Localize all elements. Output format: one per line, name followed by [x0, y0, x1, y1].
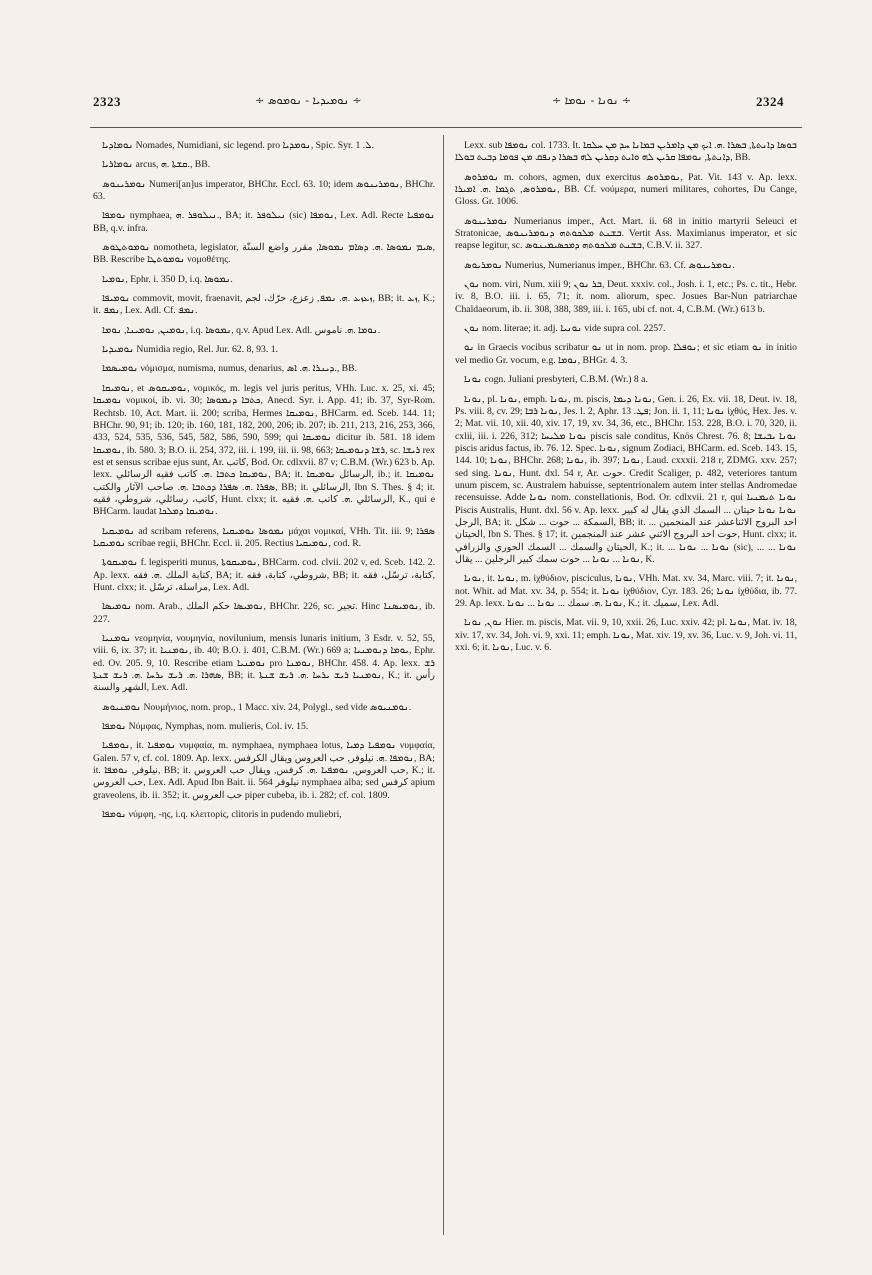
dictionary-entry: ܢܘܡܝܩܘܬܐ f. legisperiti munus, ܢܘܡܝܩܘܬܐ, BHCarm. cod. clvii. 202 v, ed. Sceb. 142. 2. Ap. lexx. كتابة الملك .ܗ. فقه, BA; it. شروطي، كتابة، فقه, BB; it. كتابة، ترسّل، فقه, Hunt. clxx; it. مراسلة، ترسّل, Lex. Adl.: [93, 557, 436, 593]
dictionary-entry: ܢܘܡܝܦܐ commovit, movit, fraenavit, ܙܥܙܥ .ܗ. ܢܡܦ, زعزع، حرّك، لجم, BB; it. ܙܥ, K.; it. ܢܡܦ, Lex. Adl. Cf. ܢܡܦ.: [93, 293, 436, 317]
dictionary-entry: ܢܘܡܪܝܢܘܣ Numeri[an]us imperator, BHChr. Eccl. 63. 10; idem ܢܘܡܪܝܢܘܣ, BHChr. 63.: [93, 178, 435, 203]
dictionary-entry: ܢܘܡܝܕܝܐ Numidia regio, Rel. Jur. 62. 8, 93. 1.: [102, 344, 278, 356]
left-column: [93, 140, 435, 828]
dictionary-entry: ܢܘܡܝܣܡܐ νόμισμα, numisma, numus, denarius, ܕܝܢܪܐ .ܗ. ܐܣ., BB.: [102, 363, 358, 375]
dictionary-entry: ܢܘܡܝܣܐ nom. Arab., ܢܘܡܝܣܐ حكم الملك, BHChr. 226, sc. تجير. Hinc ܢܘܡܝܣܢܐ, ib. 227.: [93, 601, 435, 625]
dictionary-entry: ܢܘܡܪܝܘܣ Numerius, Numerianus imper., BHChr. 63. Cf. ܢܘܡܪܝܢܘܣ.: [464, 259, 735, 271]
dictionary-entry: ܢܘܢ nom. literae; it. adj. ܢܘܢܝܐ vide supra col. 2257.: [464, 323, 666, 335]
dictionary-entry: ܢܘܡܦܐ nymphaea, ܢܝܠܘܦܪ .ܗ., BA; it. ܢܝܠܘܦܪ (sic) ܢܘܡܦܐ, Lex. Adl. Recte ܢܘܡܦܝܐ BB, q.v. infra.: [93, 210, 435, 234]
right-column: [455, 140, 797, 661]
dictionary-entry: Lexx. sub ܢܘܡܦܐ col. 1733. It. ܒܘܣܐ ܕܐܢܬܬܐ, ܒܣܪܐ .ܗ. ܐܝܟ ܡܢ ܕܐܡܪܝܢ ܒܡܐܢܐ ܚܕ ܡܢ ܚܠܩܐ ܕܐܢܬܬܐ, ܢܘܡܦܐ ܩܪܝܢ ܠܗ ܘܐܝܬ ܕܩܪܝܢ ܠܗ ܒܣܪܐ ܕܢܦܩ ܡܢ ܦܘܡܐ ܕܒܝܬ ܒܘܠܐ, BB.: [455, 140, 797, 164]
dictionary-entry: ܢܘܡܐܕܝܐ Nomades, Numidiani, sic legend. pro ܢܘܡܕܝܐ, Spic. Syr. ܠ. 1.: [102, 140, 374, 151]
dictionary-entry: ܢܘܡܢܝܐ νεομηνία, νουμηνία, novilunium, mensis lunaris initium, 3 Esdr. v. 52, 55, viii. 6, ix. 37; it. ܢܘܡܢܝܐ, ib. 40; B.O. i. 401, C.B.M. (Wr.) 669 a; ܝܘܡܐ ܕܢܘܡܢܝܐ, Ephr. ed. Ov. 205. 9, 10. Rescribe etiam ܢܘܡܢܝܐ pro ܢܘܡܢܐ, BHChr. 458. 4. Ap. lexx. ܪܫ ܣܗܪܐ .ܗ. ܪܝܫ ܝܪܚܐ .ܗ. ܪܝܫ ܫܢܬܐ, BB; it. ܢܘܡܢܝܐ ܪܝܫ ܝܪܚܐ .ܗ. ܪܝܫ ܫܢܬܐ, K.; it. رأس الشهر والسنة, Lex. Adl.: [93, 633, 436, 694]
header-rule: [90, 127, 802, 128]
dictionary-entry: ܢܘ in Graecis vocibus scribatur ܢܘ ut in nom. prop. ܢܘܦܠܐ; et sic etiam ܢܘ in initio vel medio Gr. vocum, e.g. ܢܘܡܐ, BHGr. 4. 3.: [455, 342, 797, 366]
dictionary-entry: ܢܘܡܪܘܣ m. cohors, agmen, dux exercitus ܢܘܡܪܘܣ, Pat. Vit. 143 v. Ap. lexx. ܢܘܡܪܘܣ, ܬܓܡܐ .ܗ. ܐܡܝܪܐ, BB. Cf. νούμερα, numeri militares, cohortes, Du Cange, Gloss. Gr. 1006.: [455, 171, 797, 208]
left-page-number: 2323: [93, 94, 121, 109]
dictionary-entry: ܢܘܢܐ, it. ܢܘܢܐ, m. ἰχθύδιον, pisciculus, ܢܘܢܐ, VHh. Mat. xv. 34, Marc. viii. 7; it. ܢܘܢܐ, not. Whit. ad Mat. xv. 34, p. 554; it. ܢܘܢܐ ἰχθύδιον, Cyr. 183. 26; ܢܘܢܐ ἰχθύδια, ib. 77. 29. Ap. lexx. ܢܘܢܐ .ܗ. سمك ... ܢܘܢܐ ... ܢܘܢܐ, K.; it. سميك, Lex. Adl.: [455, 573, 797, 609]
column-divider: [443, 135, 444, 1235]
dictionary-entry: ܢܘܡܐܪܝܐ arcus, ܩܫܬܐ .ܗ., BB.: [102, 159, 211, 171]
right-page-number: 2324: [756, 94, 784, 109]
dictionary-entry: ܢܘܢ nom. viri, Num. xiii 9; ܒܪ ܢܘܢ, Deut. xxxiv. col., Josh. i. 1, etc.; Ps. c. tit., Hebr. iv. 8, B.O. iii. i. 65, 71; it. nom. aliorum, spec. Josues Bar-Nun patriarchae Chaldaeorum, ib. ii. 308, 388, 389, iii. i. 165, ubi cf. not. 4, C.B.M. (Wr.) 613 b.: [455, 279, 797, 315]
right-running-head: ∻ ܢܘܢܐ - ܢܘܡܐ ∻: [552, 94, 632, 107]
dictionary-entry: ܢܘܢܐ, pl. ܢܘܢܐ, emph. ܢܘܢܐ, m. piscis, ܢܘܢܐ ܕܝܡܐ, Gen. i. 26, Ex. vii. 18, Deut. iv. 18, Ps. viii. 8, cv. 29; ܢܘܢܐ ܪܒܐ, Jes. l. 2, Aphr. ܦܛ. 13; Jon. ii. 1, 11; ܢܘܢܐ ἰχθύς, Hex. Jes. v. 2; Mat. vii. 10, xii. 40, xiv. 17, 19, xv. 34, 36, etc., BHChr. 153. 228, B.O. i. 70, 320, ii. cxlii, iii. i. 226, 312; ܢܘܢܐ ܡܠܝܚܐ piscis sale conditus, Knös Chrest. 76. 8; ܢܘܢܐ ܝܒܝܫܐ piscis aridus factus, ib. 76. 12. Spec. ܢܘܢܐ, signum Zodiaci, BHCarm. ed. Sceb. 143. 15, 144. 10; ܢܘܢܐ, BHChr. 268; ܢܘܢܐ, ib. 397; ܢܘܢܐ, Laud. cxxxii. 218 r, ZDMG. xxv. 257; sed sing. ܢܘܢܐ, Hunt. dxl. 54 r, Ar. حوت. Credit Scaliger, p. 482, veteriores tantum unum piscem, sc. Australem habuisse, septentrionalem autem inter stellas Andromedae recensuisse. Adde ܢܘܢܐ nom. constellationis, Bod. Or. cdlxvii. 21 r, qui ܢܘܢܐ ܬܝܡܢܝܐ Piscis Australis, Hunt. dxl. 56 v. Ap. lexx. ܢܘܢܐ ܢܘܢܐ حيتان ... السمك الذي يقال له كبير الرجل, BA; it. السمكة ... حوت ... شكل, BB; it. احد البروج الاثناعشر عند المنجمين ... الحيتان, Ibn S. Thes. § 17; it. حوت احد البروج الاثني عشر عند المنجمين, Hunt. clxx; it. الحيتان والسمك ... السمك الحوري والزرافي, K.; it. ... ܢܘܢܐ ... ܢܘܢܐ (sic), ... ܢܘܢܐ ... ܢܘܢܐ ... ܢܘܢܐ ... حوت سمك كبير الرجلين ... يقال, K.: [455, 393, 798, 565]
dictionary-entry: ܢܘܡܘܬܛܘܣ nomotheta, legislator, ܣܝܡ ܢܡܘܣܐ .ܗ. ܕܣܐܡ ܢܡܘܣܐ, مقرر واضع السنّة, BB. Rescribe ܢܘܡܘܬܛܐ νομοθέτης.: [93, 242, 435, 266]
dictionary-entry: ܢܘܡܢܝܘܣ Νουμήνιος, nom. prop., 1 Macc. xiv. 24, Polygl., sed vide ܢܘܡܢܝܘܣ.: [102, 701, 412, 713]
dictionary-entry: ܢܘܡܦܐ νύμφη, -ης, i.q. κλειτορίς, clitoris in pudendo muliebri,: [102, 809, 342, 821]
left-running-head: ∻ ܢܘܡܝܕܝܐ - ܢܘܡܘܣ ∻: [255, 94, 362, 107]
dictionary-entry: ܢܘܡܝܢ, ܢܘܡܝܢܐ, ܢܘܡܐ, i.q. ܢܡܘܣܐ, q.v. Apud Lex. Adl. ܢܘܡܐ .ܗ. ناموس.: [102, 324, 381, 336]
dictionary-entry: ܢܘܡܪܝܢܘܣ Numerianus imper., Act. Mart. ii. 68 in initio martyrii Seleuci et Stratonicae, ܒܫܢܬ ܡܠܟܘܬܗ ܕܢܘܡܪܝܢܘܣ. Vertit Ass. Maximianus imperator, et sic reapse legitur, sc. ܒܫܢܬ ܡܠܟܘܬܗ ܕܡܟܣܝܡܝܢܘܣ, C.B.V. ii. 327.: [455, 215, 797, 252]
page-header: [0, 92, 872, 116]
dictionary-entry: ܢܘܢ, ܢܘܢܐ Hier. m. piscis, Mat. vii. 9, 10, xxii. 26, Luc. xxiv. 42; pl. ܢܘܢܐ, Mat. iv. 18, xiv. 17, xv. 34, Joh. vi. 9, xxi. 11; emph. ܢܘܢܐ, Mat. xiv. 19, xv. 36, Luc. v. 9, Joh. vi. 11, xxi. 6; it. ܢܘܢܐ, Luc. v. 6.: [455, 617, 797, 654]
dictionary-entry: ܢܘܡܝܩܝܐ ad scribam referens, ܢܡܘܣܐ ܢܘܡܝܩܝܐ μάχαι νομικαί, VHh. Tit. iii. 9; ܣܦܪܐ ܢܘܡܝܩܝܐ scribae regii, BHChr. Eccl. ii. 205. Rectius ܢܘܡܝܩܝܐ, cod. R.: [93, 525, 435, 549]
dictionary-entry: ܢܘܡܝܐ, Ephr. i. 350 D, i.q. ܢܡܘܣܐ.: [102, 273, 233, 285]
dictionary-entry: ܢܘܡܦܝܐ, it. ܢܘܡܦܝܐ νυμφαία, m. nymphaea, nymphaea lotus, ܢܘܡܦܝܐ ܕܡܝܐ νυμφαία, Galen. 57 v, cf. col. 1809. Ap. lexx. ܢܘܡܦܐ .ܗ. نيلوفر, حب العروس ويقال الكرفس, BA; it. نيلوفر, ܢܘܡܦܐ, BB; it. حب العروس, ܢܘܡܦܝܐ .ܗ. كرفس, ويقال حب العروس, K.; it. حب العروس, Lex. Adl. Apud Ibn Bait. ii. 564 نيلوفر nymphaea alba; sed كرفس apium graveolens, ib. ii. 352; it. حب العروس piper cubeba, ib. i. 282; cf. col. 1809.: [93, 740, 436, 801]
dictionary-entry: ܢܘܡܝܩܐ, et ܢܘܡܝܩܘܣ, νομικός, m. legis vel juris peritus, VHh. Luc. x. 25, xi. 45; ܢܘܡܝܩܐ νομικοί, ib. vi. 30; ܟܬܒܐ ܕܢܡܘܣܐ, Anecd. Syr. i. App. 41; ib. 37, Syr-Rom. Rechtsb. 10, Act. Mart. ii. 200; scriba, Hermes ܢܘܡܝܩܐ, BHCarm. ed. Sceb. 144. 11; BHChr. 90, 91; ib. 120; ib. 160, 181, 182, 200, 206; ib. 207; ib. 211, 213, 216, 253, 366, 433, 524, 535, 536, 545, 582, 586, 590, 599; qui ܢܘܡܝܩܐ dicitur ib. 581. 18 idem ܢܘܡܝܩܐ, ib. 580. 3; B.O. ii. 254, 372, iii. i. 199, iii. ii. 98, 663; ܪܫܐ ܕܢܘܡܝܩܐ, sc. ܪܝܫܐ rex est et sensus scribae ejus sunt, Ar. كاتب, Bod. Or. cdlxvii. 87 v; C.B.M. (Wr.) 623 b. Ap. lexx. ܢܘܡܝܩܐ ܟܬܒܐ .ܗ. كاتب فقيه الرسائلي, BA; it. الرسائل ܢܘܡܝܩܐ, ib.; it. ܢܘܡܝܩܐ ܣܦܪܐ .ܗ. ܣܦܪܐ ܕܟܬܒܐ .ܗ. صاحب الآثار والكتب, BB; it. الرسائلي, Ibn S. Thes. § 4; it. كاتب، رسائلي، شروطي، فقيه, Hunt. clxx; it. الرسائلي .ܗ. كاتب .ܗ. فقيه, K., qui e BHCarm. laudat ܢܘܡܝܩܐ ܕܡܠܟܐ.: [93, 382, 436, 518]
dictionary-entry: ܢܘܢܐ cogn. Juliani presbyteri, C.B.M. (Wr.) 8 a.: [464, 374, 648, 386]
dictionary-entry: ܢܘܡܦܐ Νύμφας, Nymphas, nom. mulieris, Col. iv. 15.: [102, 721, 309, 733]
